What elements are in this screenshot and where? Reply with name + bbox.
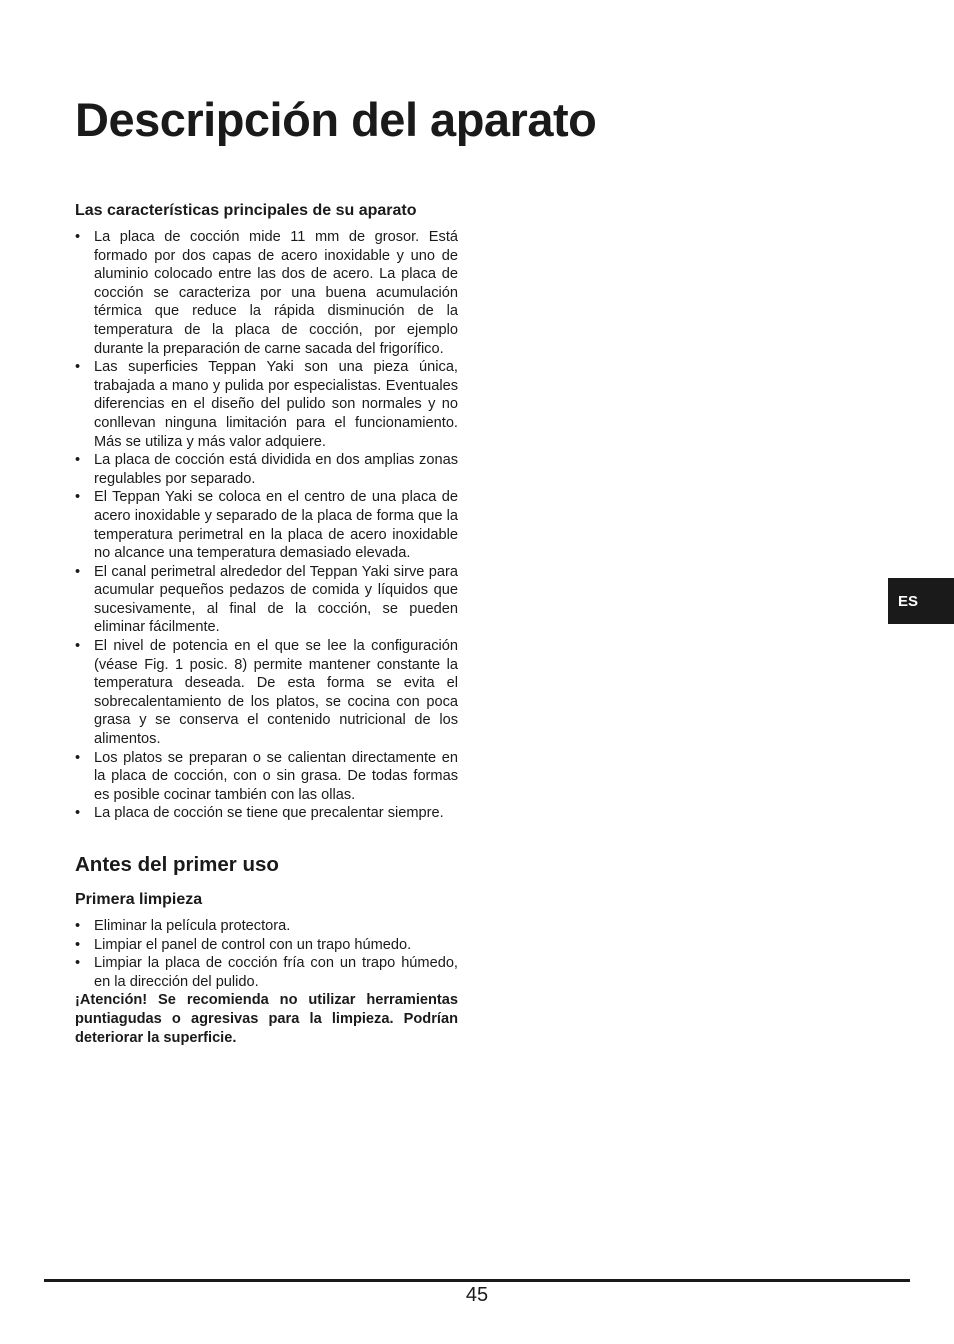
main-column bbox=[75, 200, 458, 1047]
bullet-icon: • bbox=[75, 563, 81, 580]
bullet-icon: • bbox=[75, 638, 81, 655]
list-item bbox=[75, 804, 458, 823]
page-title: Descripción del aparato bbox=[75, 93, 597, 146]
features-list bbox=[75, 228, 458, 823]
list-item bbox=[75, 563, 458, 637]
cleaning-list bbox=[75, 917, 458, 991]
first-cleaning-heading: Primera limpieza bbox=[75, 891, 203, 908]
list-item-text: Eliminar la película protectora. bbox=[94, 918, 291, 934]
list-item-text: El nivel de potencia en el que se lee la configuración (véase Fig. 1 posic. 8) permite mantener constante la temperatura deseada. De esta forma se evita el sobrecalentamiento de los platos, se cocina con poca grasa y se conserva el contenido nutricional de los alimentos. bbox=[94, 638, 458, 748]
bullet-icon: • bbox=[75, 749, 81, 766]
bullet-icon: • bbox=[75, 805, 81, 822]
list-item-text: Limpiar el panel de control con un trapo húmedo. bbox=[94, 936, 412, 953]
bullet-icon: • bbox=[75, 918, 81, 934]
list-item bbox=[75, 488, 458, 562]
list-item-text: El Teppan Yaki se coloca en el centro de una placa de acero inoxidable y separado de la placa de forma que la temperatura perimetral en la placa de acero inoxidable no alcance una temperatura demasiado elevada. bbox=[94, 489, 458, 562]
list-item-text: La placa de cocción está dividida en dos amplias zonas regulables por separado. bbox=[94, 452, 458, 487]
list-item-text: La placa de cocción mide 11 mm de grosor. Está formado por dos capas de acero inoxidable y uno de aluminio colocado entre las dos de acero. La placa de cocción se caracteriza por una buena acumulación térmica que reduce la rápida disminución de la temperatura de la placa de cocción, por ejemplo durante la preparación de carne sacada del frigorífico. bbox=[94, 229, 458, 357]
list-item bbox=[75, 749, 458, 805]
footer-divider bbox=[44, 1279, 910, 1282]
bullet-icon: • bbox=[75, 359, 81, 376]
list-item-text: Los platos se preparan o se calientan directamente en la placa de cocción, con o sin grasa. De todas formas es posible cocinar también con las ollas. bbox=[94, 749, 458, 803]
bullet-icon: • bbox=[75, 229, 81, 245]
list-item bbox=[75, 358, 458, 451]
list-item bbox=[75, 954, 458, 991]
list-item bbox=[75, 451, 458, 488]
bullet-icon: • bbox=[75, 936, 81, 953]
list-item bbox=[75, 228, 458, 358]
bullet-icon: • bbox=[75, 452, 81, 469]
list-item bbox=[75, 917, 458, 936]
list-item bbox=[75, 637, 458, 749]
list-item-text: Las superficies Teppan Yaki son una pieza única, trabajada a mano y pulida por especialistas. Eventuales diferencias en el diseño del pulido son normales y no conllevan ninguna limitación para el funcionamiento. Más se utiliza y más valor adquiere. bbox=[94, 359, 458, 450]
features-heading: Las características principales de su aparato bbox=[75, 202, 417, 219]
warning-note: ¡Atención! Se recomienda no utilizar herramientas puntiagudas o agresivas para la limpieza. Podrían deteriorar la superficie. bbox=[75, 992, 458, 1046]
bullet-icon: • bbox=[75, 955, 81, 972]
page-number: 45 bbox=[465, 1284, 489, 1306]
list-item-text: El canal perimetral alrededor del Teppan Yaki sirve para acumular pequeños pedazos de comida y líquidos que sucesivamente, al final de la cocción, se pueden eliminar fácilmente. bbox=[94, 563, 458, 636]
list-item-text: Limpiar la placa de cocción fría con un trapo húmedo, en la dirección del pulido. bbox=[94, 955, 458, 990]
language-tab: ES bbox=[888, 578, 954, 624]
before-use-heading: Antes del primer uso bbox=[75, 853, 279, 876]
bullet-icon: • bbox=[75, 489, 81, 506]
list-item bbox=[75, 936, 458, 955]
list-item-text: La placa de cocción se tiene que precalentar siempre. bbox=[94, 805, 444, 822]
